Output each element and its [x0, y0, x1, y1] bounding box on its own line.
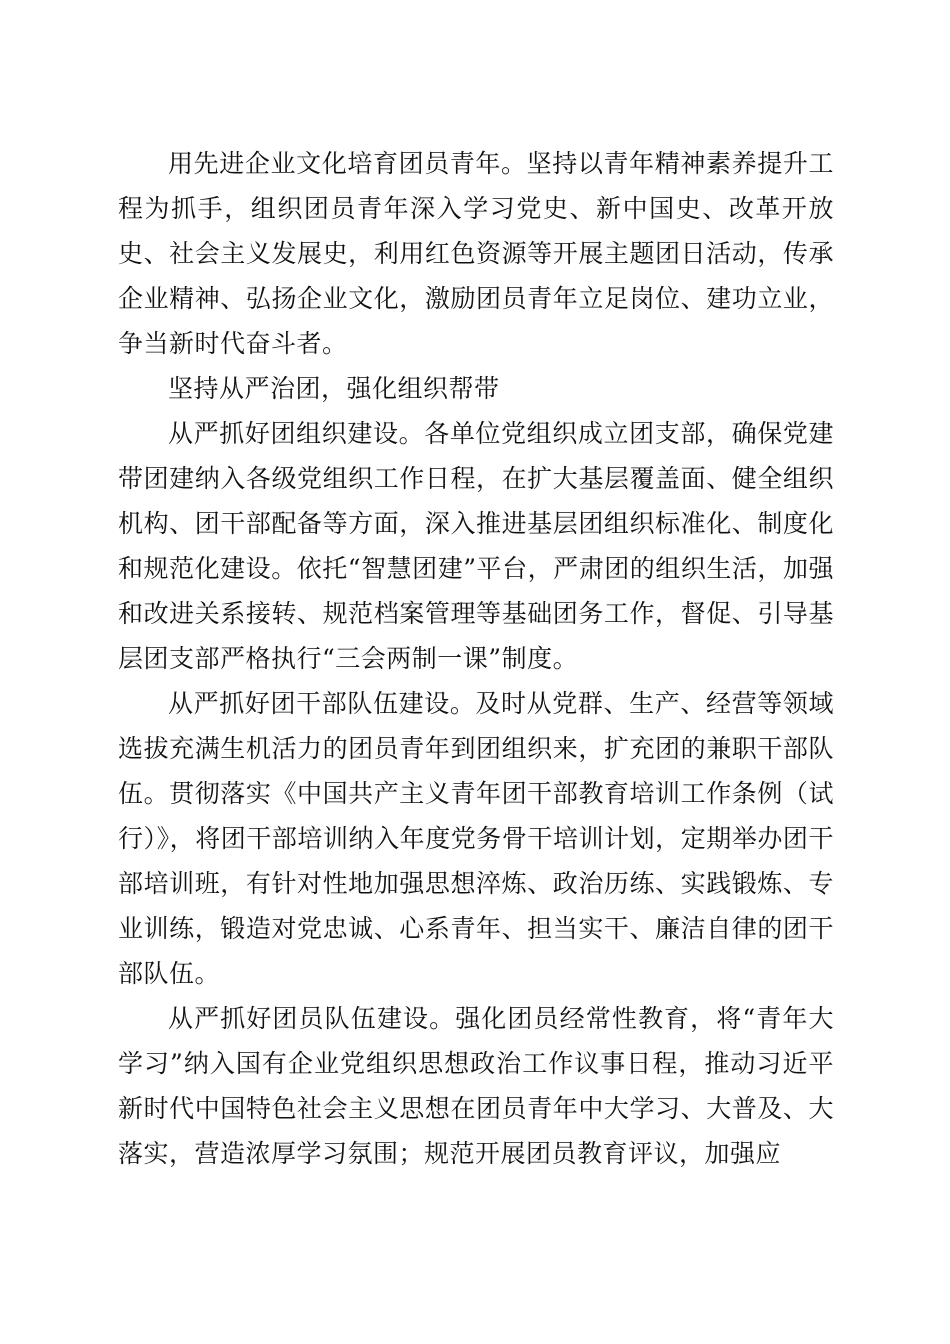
paragraph-organization: 从严抓好团组织建设。各单位党组织成立团支部，确保党建带团建纳入各级党组织工作日程，在扩大基层覆盖面、健全组织机构、团干部配备等方面，深入推进基层团组织标准化、制度化和规范化建设。依托“智慧团建”平台，严肃团的组织生活，加强和改进关系接转、规范档案管理等基础团务工作，督促、引导基层团支部严格执行“三会两制一课”制度。: [118, 419, 834, 673]
paragraph-culture: 用先进企业文化培育团员青年。坚持以青年精神素养提升工程为抓手，组织团员青年深入学习党史、新中国史、改革开放史、社会主义发展史，利用红色资源等开展主题团日活动，传承企业精神、弘扬企业文化，激励团员青年立足岗位、建功立业，争当新时代奋斗者。: [118, 149, 834, 358]
paragraph-cadres: 从严抓好团干部队伍建设。及时从党群、生产、经营等领域选拔充满生机活力的团员青年到团组织来，扩充团的兼职干部队伍。贯彻落实《中国共产主义青年团干部教育培训工作条例（试行）》，将团干部培训纳入年度党务骨干培训计划，定期举办团干部培训班，有针对性地加强思想淬炼、政治历练、实践锻炼、专业训练，锻造对党忠诚、心系青年、担当实干、廉洁自律的团干部队伍。: [118, 689, 834, 988]
section-heading: 坚持从严治团，强化组织帮带: [168, 374, 500, 403]
document-body: [118, 141, 834, 1176]
paragraph-members: 从严抓好团员队伍建设。强化团员经常性教育，将“青年大学习”纳入国有企业党组织思想政治工作议事日程，推动习近平新时代中国特色社会主义思想在团员青年中大学习、大普及、大落实，营造浓厚学习氛围；规范开展团员教育评议，加强应: [118, 1004, 834, 1168]
